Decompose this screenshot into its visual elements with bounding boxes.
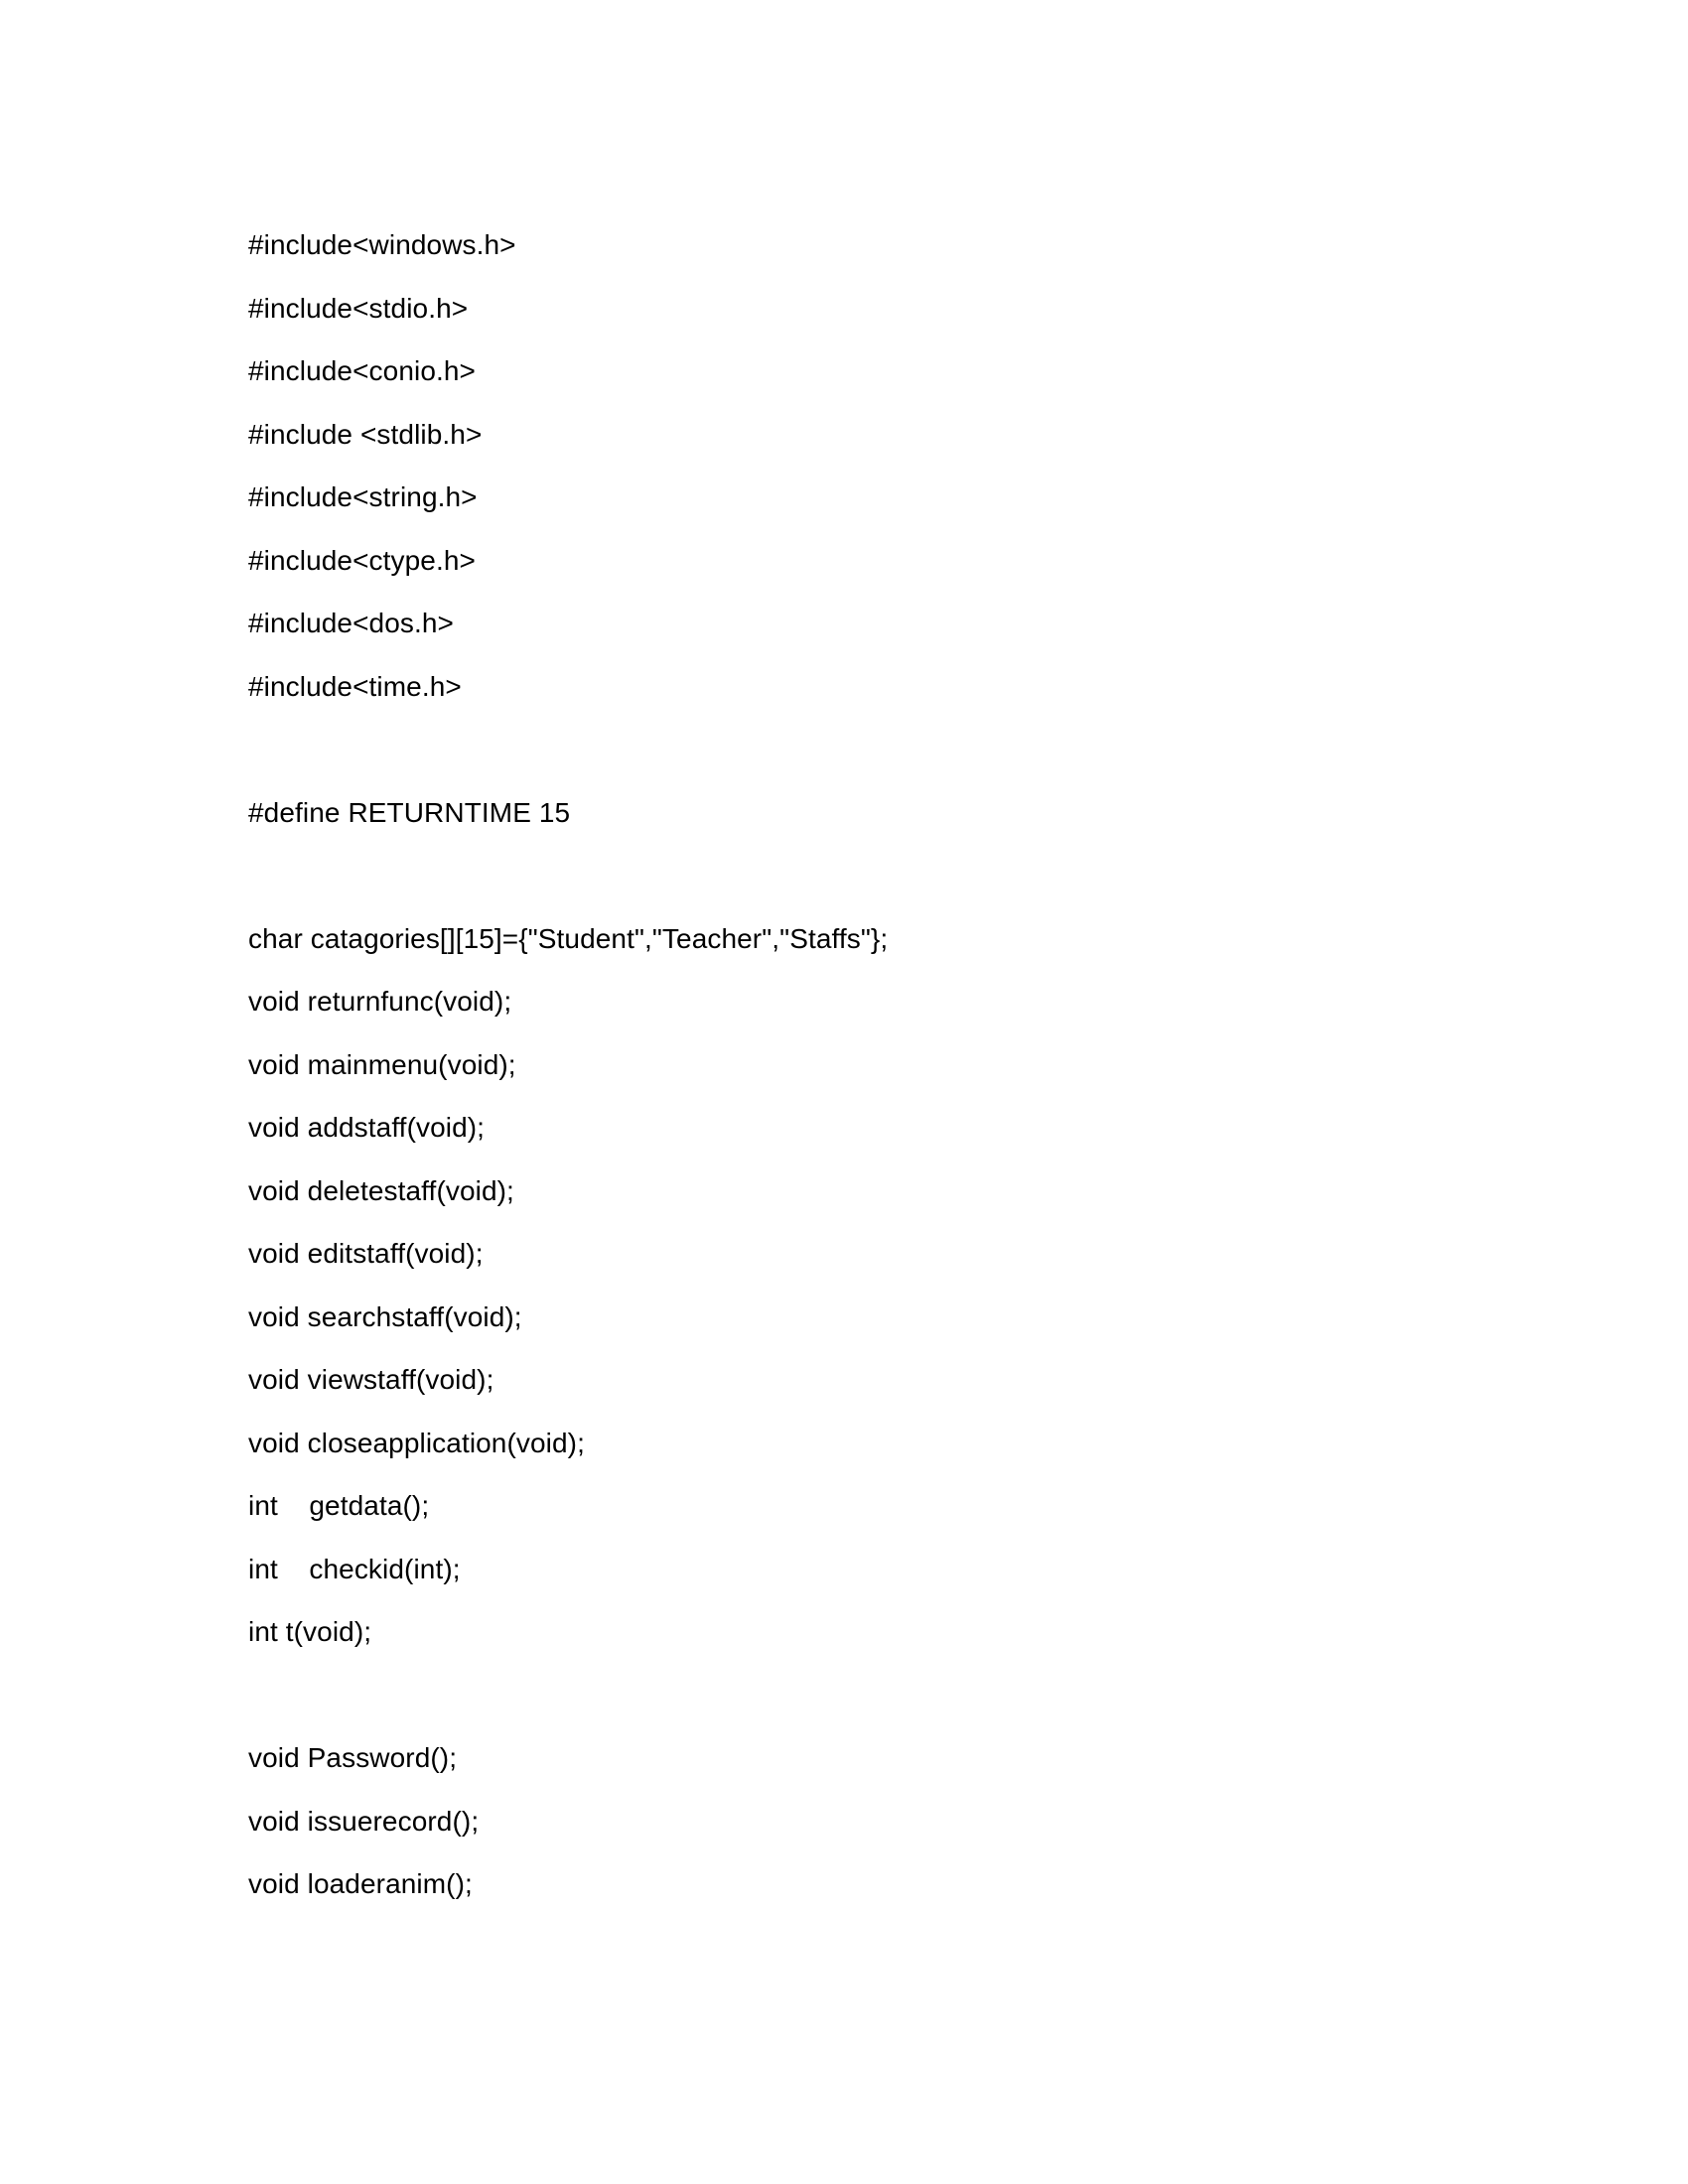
code-line-checkid: int checkid(int);	[248, 1553, 461, 1584]
code-line-include-string: #include<string.h>	[248, 481, 478, 512]
code-line-closeapplication: void closeapplication(void);	[248, 1427, 585, 1458]
blank-line	[248, 725, 1539, 788]
code-line-mainmenu: void mainmenu(void);	[248, 1048, 516, 1080]
code-line-include-stdlib: #include <stdlib.h>	[248, 418, 483, 450]
code-listing	[248, 220, 1539, 1923]
code-line-include-windows: #include<windows.h>	[248, 229, 516, 260]
code-line-password: void Password();	[248, 1742, 458, 1773]
code-line-getdata: int getdata();	[248, 1490, 430, 1521]
code-line-include-conio: #include<conio.h>	[248, 355, 476, 386]
code-line-include-dos: #include<dos.h>	[248, 608, 455, 638]
code-line-loaderanim: void loaderanim();	[248, 1868, 473, 1899]
code-line-include-ctype: #include<ctype.h>	[248, 544, 476, 576]
code-line-editstaff: void editstaff(void);	[248, 1238, 484, 1269]
code-line-issuerecord: void issuerecord();	[248, 1805, 480, 1837]
code-line-returnfunc: void returnfunc(void);	[248, 986, 512, 1017]
code-line-define: #define RETURNTIME 15	[248, 796, 571, 828]
code-line-viewstaff: void viewstaff(void);	[248, 1364, 494, 1395]
code-line-deletestaff: void deletestaff(void);	[248, 1174, 514, 1206]
code-line-categories: char catagories[][15]={"Student","Teacher","Staffs"};	[248, 922, 889, 954]
blank-line	[248, 851, 1539, 914]
code-line-include-time: #include<time.h>	[248, 670, 462, 702]
code-line-t: int t(void);	[248, 1616, 372, 1647]
code-line-searchstaff: void searchstaff(void);	[248, 1300, 522, 1332]
blank-line	[248, 1671, 1539, 1734]
code-line-include-stdio: #include<stdio.h>	[248, 292, 469, 324]
code-line-addstaff: void addstaff(void);	[248, 1112, 486, 1143]
